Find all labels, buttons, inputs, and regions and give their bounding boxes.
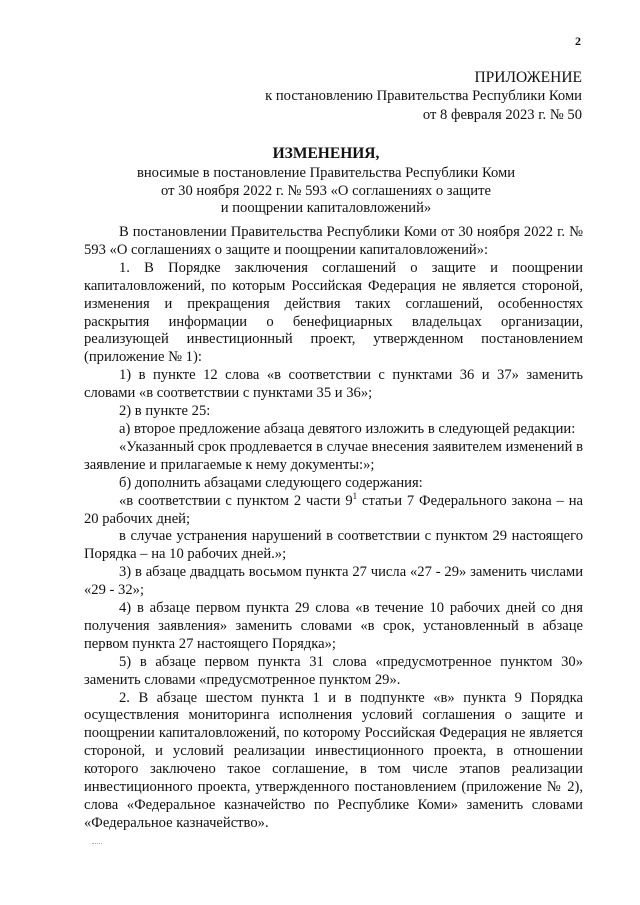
changes-heading (90, 145, 562, 218)
superscript-1: 1 (352, 490, 358, 501)
paragraph-quote-1: «Указанный срок продлевается в случае внесения заявителем изменений в заявление и прилагаемые к нему документы:»; (84, 438, 583, 473)
paragraph-subitem-2a: а) второе предложение абзаца девятого изложить в следующей редакции: (119, 420, 576, 437)
paragraph-quote-2 (84, 490, 583, 529)
page-number: 2 (575, 34, 581, 48)
paragraph-subitem-1: 1) в пункте 12 слова «в соответствии с пунктами 36 и 37» заменить словами «в соответствии с пунктами 35 и 36»; (84, 367, 583, 402)
paragraph-item-1: 1. В Порядке заключения соглашений о защите и поощрении капиталовложений, по которым Российская Федерация не является стороной, изменения и прекращения действия таких соглашений, особенностях раскрытия информации о бенефициарных владельцах организации, реализующей инвестиционный проект, утвержденном постановлением (приложение № 1): (84, 259, 583, 366)
paragraph-intro: В постановлении Правительства Республики Коми от 30 ноября 2022 г. № 593 «О соглашениях о защите и поощрении капиталовложений»: (84, 224, 583, 258)
appendix-decree-line: к постановлению Правительства Республики Коми (265, 88, 582, 105)
document-body (84, 224, 583, 833)
paragraph-item-2: 2. В абзаце шестом пункта 1 и в подпункте «в» пункта 9 Порядка осуществления мониторинга исполнения условий соглашения о защите и поощрении капиталовложений, по которому Российская Федерация не является стороной, и условий реализации инвестиционного проекта, в отношении которого заключено такое соглашение, в том числе этапов реализации инвестиционного проекта, утвержденного постановлением (приложение № 2), слова «Федеральное казначейство по Республике Коми» заменить словами «Федеральное казначейство». (84, 689, 583, 831)
appendix-label: ПРИЛОЖЕНИЕ (474, 69, 582, 86)
paragraph-subitem-5: 5) в абзаце первом пункта 31 слова «предусмотренное пунктом 30» заменить словами «предусмотренное пунктом 29». (84, 653, 583, 688)
changes-subtitle-line-3: и поощрении капиталовложений» (220, 200, 432, 217)
paragraph-subitem-4: 4) в абзаце первом пункта 29 слова «в течение 10 рабочих дней со дня получения заявления» заменить словами «в срок, установленный в абзаце первом пункта 27 настоящего Порядка»; (84, 600, 583, 652)
quote-2-end: статьи 7 Федерального закона – на 20 рабочих дней; (84, 492, 583, 527)
scan-mark (92, 843, 102, 847)
appendix-date-line: от 8 февраля 2023 г. № 50 (422, 106, 582, 123)
paragraph-subitem-2: 2) в пункте 25: (119, 403, 211, 420)
paragraph-subitem-2b: б) дополнить абзацами следующего содержания: (119, 474, 423, 491)
changes-title: ИЗМЕНЕНИЯ, (272, 145, 380, 162)
changes-subtitle-line-2: от 30 ноября 2022 г. № 593 «О соглашениях о защите (161, 182, 491, 199)
paragraph-quote-3: в случае устранения нарушений в соответствии с пунктом 29 настоящего Порядка – на 10 рабочих дней.»; (84, 528, 583, 563)
paragraph-subitem-3: 3) в абзаце двадцать восьмом пункта 27 числа «27 - 29» заменить числами «29 - 32»; (84, 564, 583, 599)
changes-subtitle-line-1: вносимые в постановление Правительства Республики Коми (136, 164, 516, 181)
appendix-block (265, 69, 582, 124)
quote-2-start: «в соответствии с пунктом 2 части 9 (119, 492, 353, 509)
